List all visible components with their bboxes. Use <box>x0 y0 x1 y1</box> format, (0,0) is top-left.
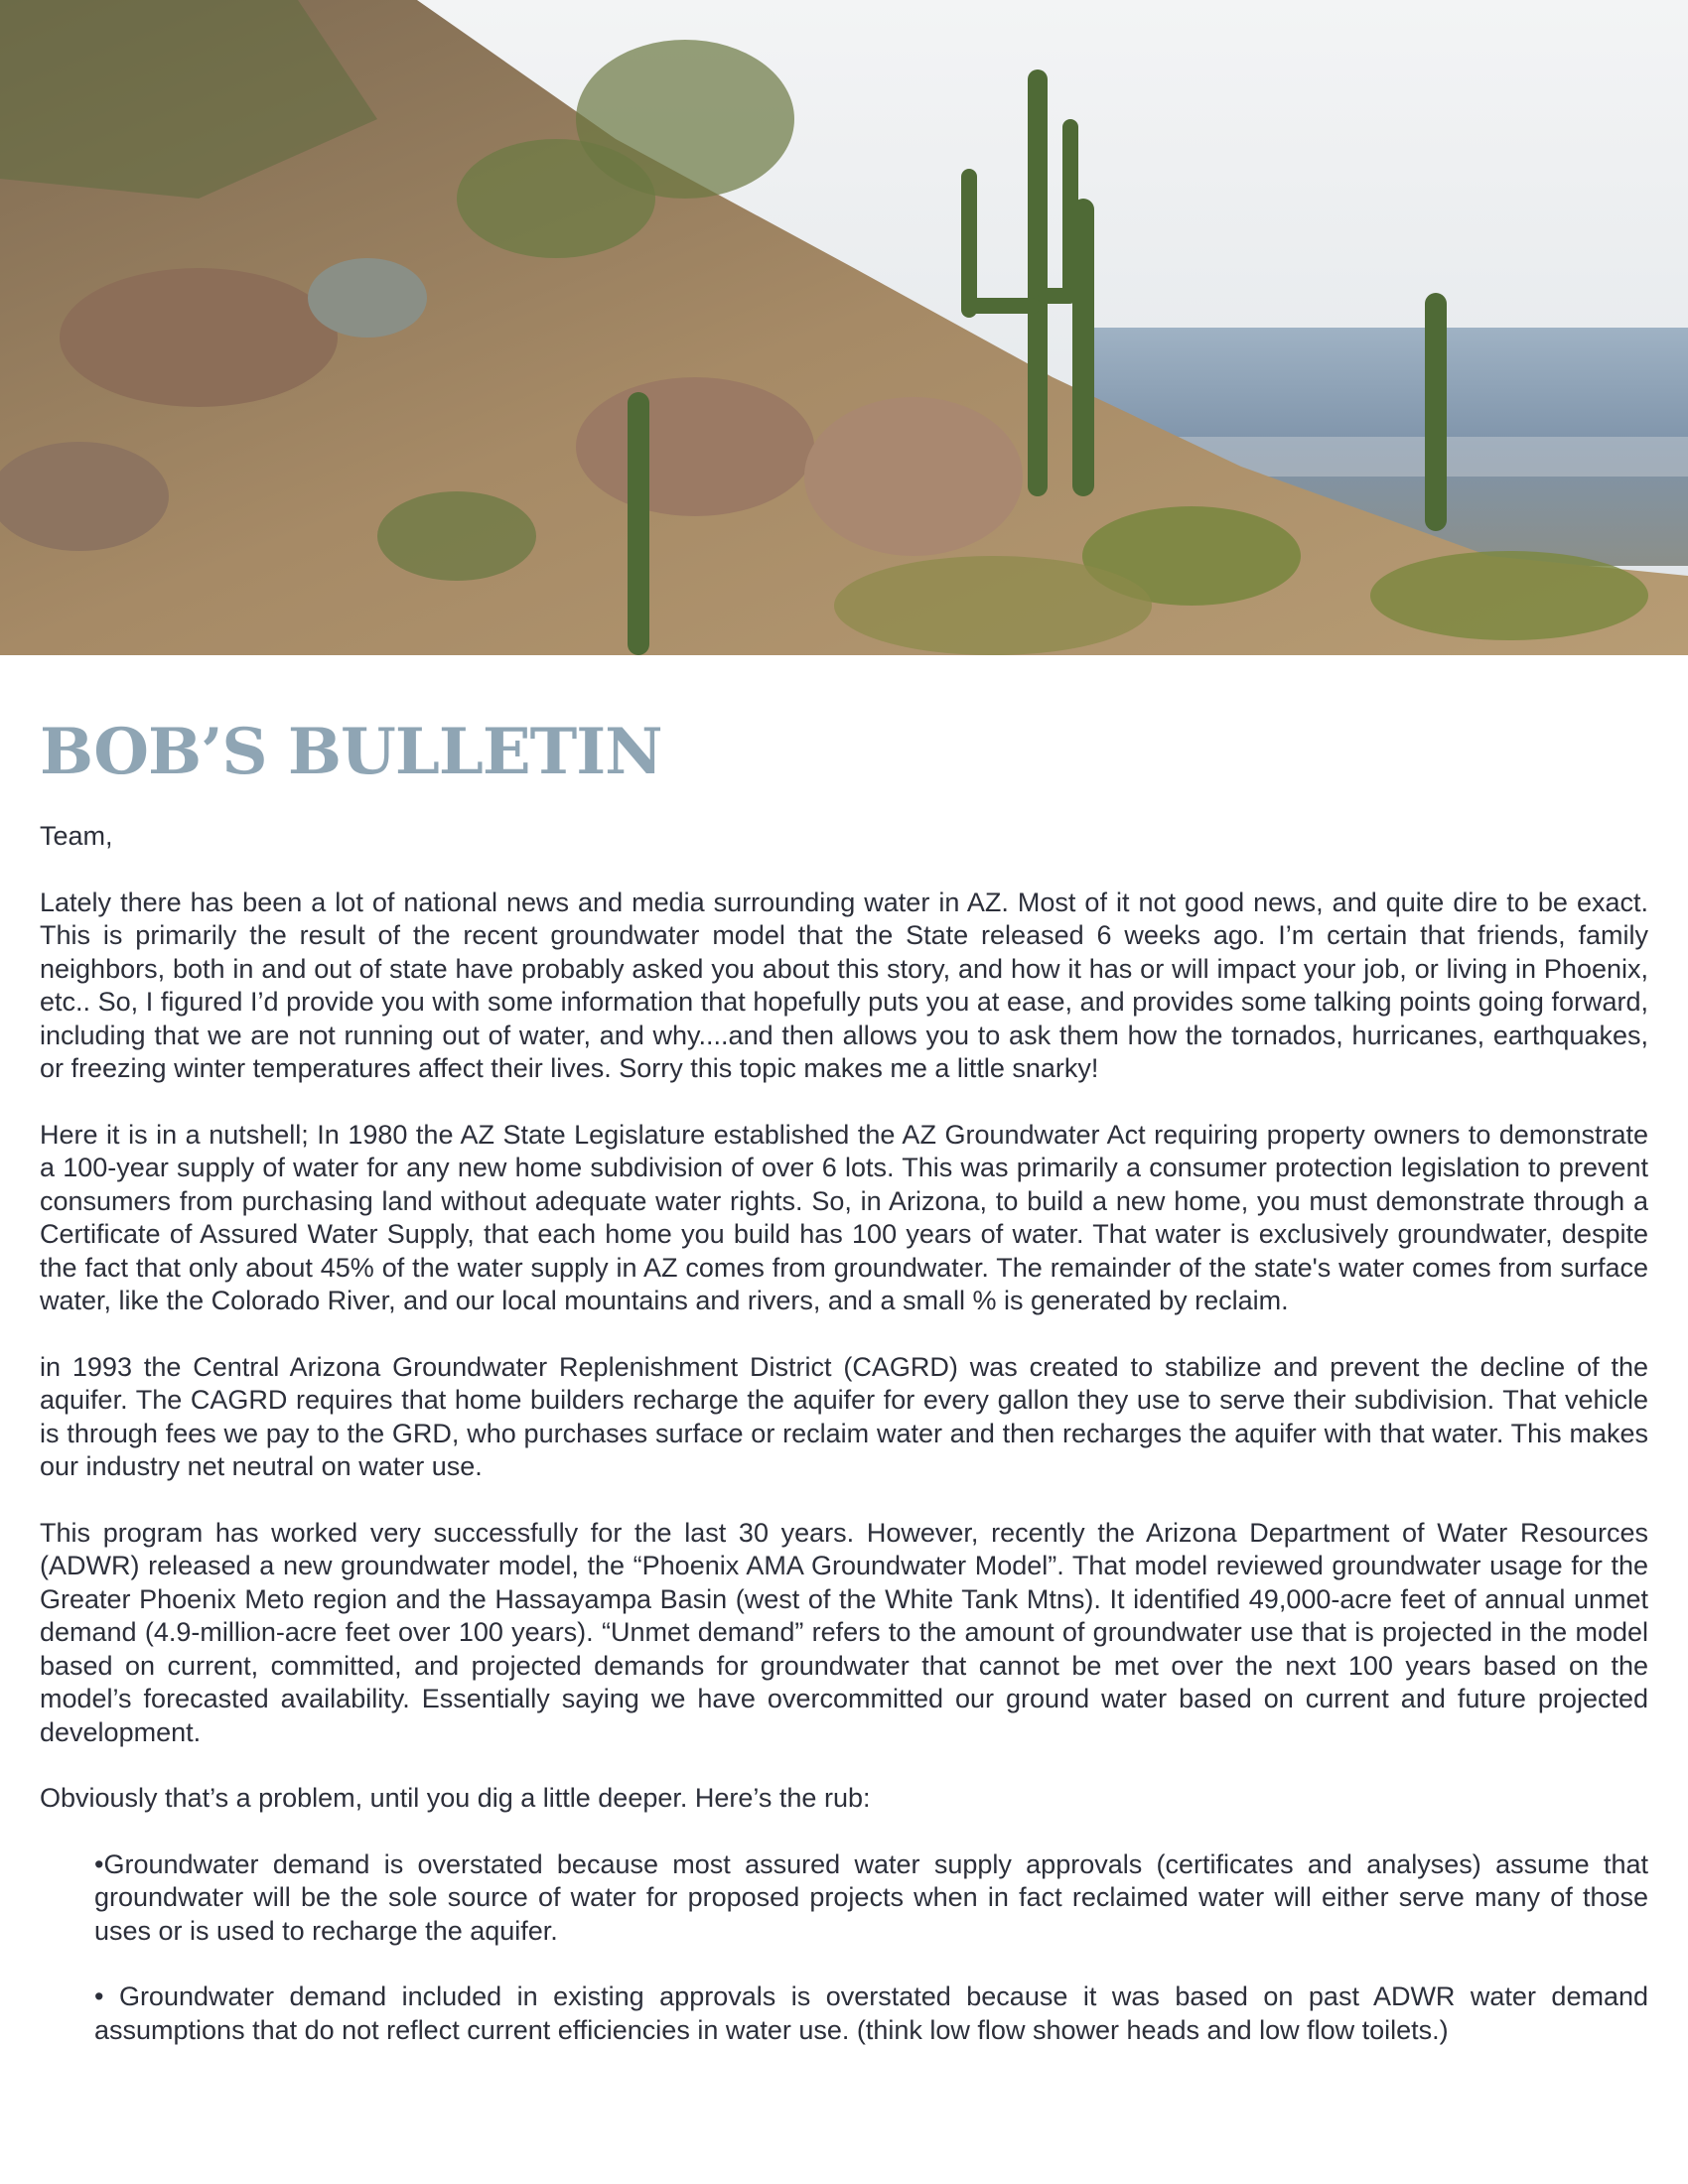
paragraph-cagrd: in 1993 the Central Arizona Groundwater Replenishment District (CAGRD) was created to stabilize and prevent the decline of the aquifer. The CAGRD requires that home builders recharge the aquifer for every gallon they use to serve their subdivision. That vehicle is through fees we pay to the GRD, who purchases surface or reclaim water and then recharges the aquifer with that water. This makes our industry net neutral on water use. <box>40 1351 1648 1481</box>
paragraph-the-rub: Obviously that’s a problem, until you dig a little deeper. Here’s the rub: <box>40 1783 871 1813</box>
greeting: Team, <box>40 821 113 851</box>
bullet-item: •Groundwater demand is overstated because most assured water supply approvals (certificates and analyses) assume that groundwater will be the sole source of water for proposed projects when in fact reclaimed water will either serve many of those uses or is used to recharge the aquifer. <box>94 1848 1648 1946</box>
paragraph-intro: Lately there has been a lot of national news and media surrounding water in AZ. Most of it not good news, and quite dire to be exact. This is primarily the result of the recent groundwater model that the State released 6 weeks ago. I’m certain that friends, family neighbors, both in and out of state have probably asked you about this story, and how it has or will impact your job, or living in Phoenix, etc.. So, I figured I’d provide you with some information that hopefully puts you at ease, and provides some talking points going forward, including that we are not running out of water, and why....and then allows you to ask them how the tornados, hurricanes, earthquakes, or freezing winter temperatures affect their lives. Sorry this topic makes me a little snarky! <box>40 887 1648 1083</box>
paragraph-groundwater-model: This program has worked very successfully for the last 30 years. However, recently the Arizona Department of Water Resources (ADWR) released a new groundwater model, the “Phoenix AMA Groundwater Model”. That model reviewed groundwater usage for the Greater Phoenix Meto region and the Hassayampa Basin (west of the White Tank Mtns). It identified 49,000-acre feet of annual unmet demand (4.9-million-acre feet over 100 years). “Unmet demand” refers to the amount of groundwater use that is projected in the model based on current, committed, and projected demands for groundwater that cannot be met over the next 100 years based on the model’s forecasted availability. Essentially saying we have overcommitted our ground water based on current and future projected development. <box>40 1517 1648 1747</box>
bullet-item: • Groundwater demand included in existing approvals is overstated because it was based on past ADWR water demand assumptions that do not reflect current efficiencies in water use. (think low flow shower heads and low flow toilets.) <box>94 1981 1648 2045</box>
bullet-list <box>94 1848 1648 2048</box>
desert-landscape-image <box>0 0 1688 655</box>
bulletin-body <box>40 715 1648 2080</box>
header-photo <box>0 0 1688 655</box>
bulletin-title: BOB’S BULLETIN <box>40 715 662 789</box>
paragraph-groundwater-act: Here it is in a nutshell; In 1980 the AZ State Legislature established the AZ Groundwater Act requiring property owners to demonstrate a 100-year supply of water for any new home subdivision of over 6 lots. This was primarily a consumer protection legislation to prevent consumers from purchasing land without adequate water rights. So, in Arizona, to build a new home, you must demonstrate through a Certificate of Assured Water Supply, that each home you build has 100 years of water. That water is exclusively groundwater, despite the fact that only about 45% of the water supply in AZ comes from groundwater. The remainder of the state's water comes from surface water, like the Colorado River, and our local mountains and rivers, and a small % is generated by reclaim. <box>40 1119 1648 1315</box>
